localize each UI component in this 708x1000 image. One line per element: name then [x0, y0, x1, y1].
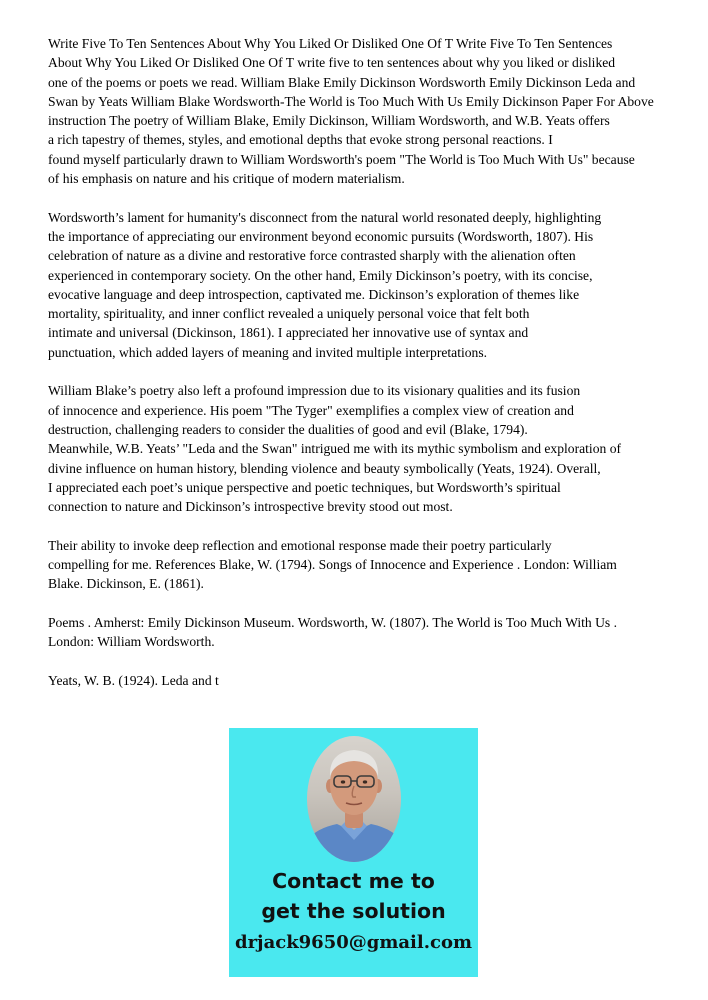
paragraph-4 — [48, 536, 698, 594]
text-line: Wordsworth’s lament for humanity's disconnect from the natural world resonated deeply, highlighting — [48, 209, 602, 225]
text-line: About Why You Liked Or Disliked One Of T write five to ten sentences about why you liked or disliked — [48, 55, 616, 71]
paragraph-5 — [48, 613, 698, 652]
text-line: of innocence and experience. His poem "The Tyger" exemplifies a complex view of creation and — [48, 402, 574, 418]
text-line: compelling for me. References Blake, W. (1794). Songs of Innocence and Experience . London: William — [48, 557, 617, 573]
contact-advert — [229, 728, 478, 977]
advert-heading-line-2: get the solution — [261, 899, 446, 923]
text-line: Meanwhile, W.B. Yeats’ "Leda and the Swan" intrigued me with its mythic symbolism and exploration of — [48, 441, 622, 457]
contact-email: drjack9650@gmail.com — [234, 932, 473, 953]
paragraph-1 — [48, 34, 698, 188]
text-line: destruction, challenging readers to consider the dualities of good and evil (Blake, 1794). — [48, 421, 528, 437]
text-line: William Blake’s poetry also left a profound impression due to its visionary qualities and its fusion — [48, 383, 581, 399]
text-line: divine influence on human history, blending violence and beauty symbolically (Yeats, 1924). Overall, — [48, 460, 601, 476]
text-line: celebration of nature as a divine and restorative force contrasted sharply with the alienation often — [48, 248, 576, 264]
document-body — [48, 34, 698, 709]
text-line: one of the poems or poets we read. William Blake Emily Dickinson Wordsworth Emily Dickinson Leda and — [48, 74, 636, 90]
text-line: Poems . Amherst: Emily Dickinson Museum. Wordsworth, W. (1807). The World is Too Much With Us . — [48, 614, 618, 630]
person-portrait-icon — [307, 736, 401, 862]
text-line: instruction The poetry of William Blake, Emily Dickinson, William Wordsworth, and W.B. Yeats offers — [48, 113, 610, 129]
text-line: the importance of appreciating our environment beyond economic pursuits (Wordsworth, 1807). His — [48, 228, 594, 244]
text-line: Swan by Yeats William Blake Wordsworth-The World is Too Much With Us Emily Dickinson Paper For Above — [48, 93, 654, 109]
advert-heading-line-1: Contact me to — [272, 869, 435, 893]
text-line: evocative language and deep introspection, captivated me. Dickinson’s exploration of themes like — [48, 286, 580, 302]
text-line: I appreciated each poet’s unique perspective and poetic techniques, but Wordsworth’s spiritual — [48, 479, 561, 495]
paragraph-3 — [48, 381, 698, 516]
paragraph-2 — [48, 208, 698, 362]
text-line: a rich tapestry of themes, styles, and emotional depths that evoke strong personal reactions. I — [48, 132, 553, 148]
text-line: found myself particularly drawn to William Wordsworth's poem "The World is Too Much With Us" because — [48, 151, 635, 167]
text-line: Yeats, W. B. (1924). Leda and t — [48, 672, 219, 688]
text-line: Their ability to invoke deep reflection and emotional response made their poetry particularly — [48, 537, 552, 553]
text-line: of his emphasis on nature and his critique of modern materialism. — [48, 171, 405, 187]
text-line: connection to nature and Dickinson’s introspective brevity stood out most. — [48, 499, 453, 515]
text-line: intimate and universal (Dickinson, 1861). I appreciated her innovative use of syntax and — [48, 325, 529, 341]
text-line: mortality, spirituality, and inner conflict revealed a uniquely personal voice that felt both — [48, 306, 530, 322]
text-line: London: William Wordsworth. — [48, 634, 215, 650]
text-line: Write Five To Ten Sentences About Why You Liked Or Disliked One Of T Write Five To Ten Sentences — [48, 36, 613, 51]
paragraph-6 — [48, 671, 698, 690]
text-line: experienced in contemporary society. On the other hand, Emily Dickinson’s poetry, with its concise, — [48, 267, 593, 283]
text-line: Blake. Dickinson, E. (1861). — [48, 576, 204, 592]
text-line: punctuation, which added layers of meaning and invited multiple interpretations. — [48, 344, 488, 360]
